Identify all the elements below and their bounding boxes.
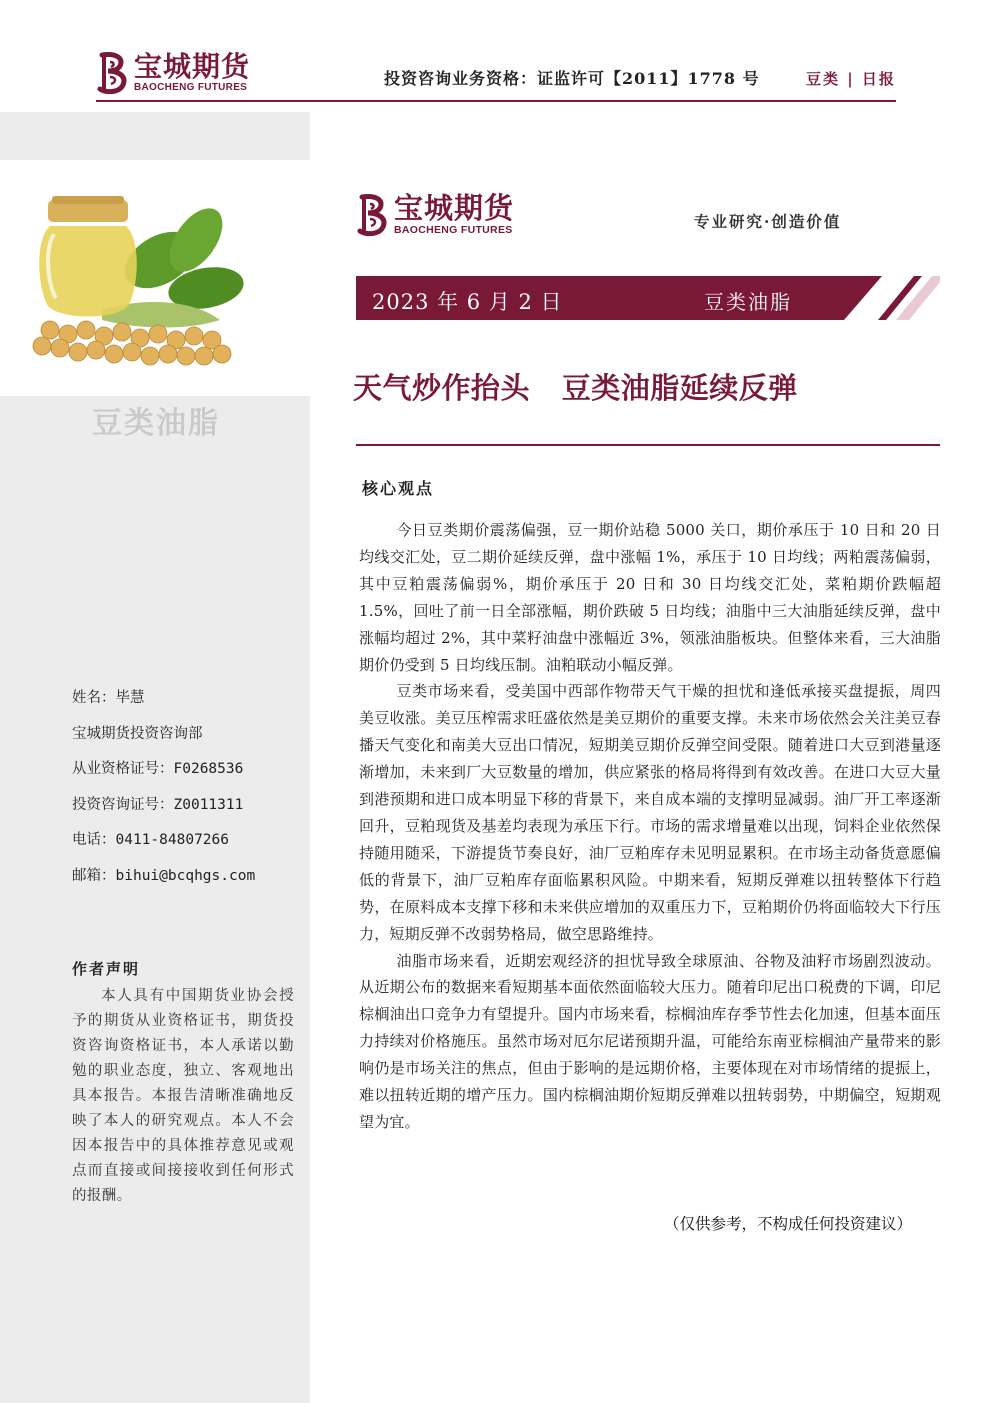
paragraph-soybean-market: 豆类市场来看，受美国中西部作物带天气干燥的担忧和逢低承接买盘提振，周四美豆收涨。美豆压榨需求旺盛依然是美豆期价的重要支撑。未来市场依然会关注美豆春播天气变化和南美大豆出口情况，短期美豆期价反弹空间受限。随着进口大豆到港量逐渐增加，未来到厂大豆数量的增加，供应紧张的格局将得到有效改善。在进口大豆大量到港预期和进口成本明显下移的背景下，来自成本端的支撑明显减弱。油厂开工率逐渐回升，豆粕现货及基差均表现为承压下行。市场的需求增量难以出现，饲料企业依然保持随用随采，下游提货节奏良好，油厂豆粕库存未见明显累积。在市场主动备货意愿偏低的背景下，油厂豆粕库存面临累积风险。中期来看，短期反弹难以扭转整体下行趋势，在原料成本支撑下移和未来供应增加的双重压力下，豆粕期价仍将面临较大下行压力，短期反弹不改弱势格局，做空思路维持。 — [359, 682, 941, 943]
baocheng-logo-icon — [96, 52, 130, 94]
consulting-license-number: 投资咨询证号：Z0011311 — [72, 796, 244, 813]
author-statement-body: 本人具有中国期货业协会授予的期货从业资格证书，期货投资咨询资格证书，本人承诺以勤勉的职业态度，独立、客观地出具本报告。本报告清晰准确地反映了本人的研究观点。本人不会因本报告中的具体推荐意见或观点而直接或间接接收到任何形式的报酬。 — [72, 988, 294, 1204]
analyst-department: 宝城期货投资咨询部 — [72, 725, 203, 742]
analyst-name: 姓名：毕慧 — [72, 690, 145, 706]
sidebar-subject: 豆类油脂 — [92, 406, 220, 441]
paragraph-oil-market: 油脂市场来看，近期宏观经济的担忧导致全球原油、谷物及油籽市场剧烈波动。从近期公布的数据来看短期基本面依然面临较大压力。随着印尼出口税费的下调，印尼棕榈油出口竞争力有望提升。国内市场来看，棕榈油库存季节性去化加速，但基本面压力持续对价格施压。虽然市场对厄尔尼诺预期升温，可能给东南亚棕榈油产量带来的影响仍是市场关注的焦点，但由于影响的是远期价格，主要体现在对市场情绪的提振上，难以扭转近期的增产压力。国内棕榈油期价短期反弹难以扭转弱势，中期偏空，短期观望为宜。 — [359, 951, 941, 1131]
baocheng-logo-icon — [356, 194, 390, 236]
header-logo-en: BAOCHENG FUTURES — [134, 82, 248, 93]
report-headline: 天气炒作抬头 豆类油脂延续反弹 — [353, 371, 798, 405]
header-rule — [96, 100, 896, 102]
report-date: 2023 年 6 月 2 日 — [372, 290, 563, 314]
license-text: 投资咨询业务资格：证监许可【2011】1778 号 — [384, 69, 760, 88]
report-logo — [356, 193, 514, 236]
page-header — [0, 0, 992, 108]
section-title: 核心观点 — [362, 479, 435, 498]
analyst-contact — [72, 688, 255, 901]
paragraph-futures-overview: 今日豆类期价震荡偏强，豆一期价站稳 5000 关口，期价承压于 10 日和 20 日均线交汇处，豆二期价延续反弹，盘中涨幅 1%，承压于 10 日均线；两粕震荡偏弱，其中豆粕震荡偏弱%，期价承压于 20 日和 30 日均线交汇处，菜粕期价跌幅超 1.5%，回吐了前一日全部涨幅，期价跌破 5 日均线；油脂中三大油脂延续反弹，盘中涨幅均超过 2%，其中菜籽油盘中涨幅近 3%，领涨油脂板块。但整体来看，三大油脂期价仍受到 5 日均线压制。油粕联动小幅反弹。 — [359, 521, 941, 674]
phone-number: 电话：0411-84807266 — [72, 832, 229, 848]
article-body — [359, 517, 941, 1136]
report-subject: 豆类油脂 — [704, 290, 792, 314]
category-tag: 豆类 | 日报 — [806, 70, 896, 88]
header-logo — [96, 52, 250, 94]
report-logo-en: BAOCHENG FUTURES — [394, 224, 513, 236]
headline-rule — [356, 444, 940, 446]
report-logo-cn: 宝城期货 — [394, 191, 515, 225]
email-address[interactable]: 邮箱：bihui@bcqhgs.com — [72, 867, 256, 884]
header-logo-cn: 宝城期货 — [134, 50, 251, 83]
qualification-number: 从业资格证号：F0268536 — [72, 761, 244, 777]
disclaimer: （仅供参考，不构成任何投资建议） — [664, 1215, 913, 1233]
slogan: 专业研究·创造价值 — [694, 212, 842, 231]
author-statement-title: 作者声明 — [72, 960, 141, 978]
soybean-oil-illustration — [20, 170, 250, 380]
